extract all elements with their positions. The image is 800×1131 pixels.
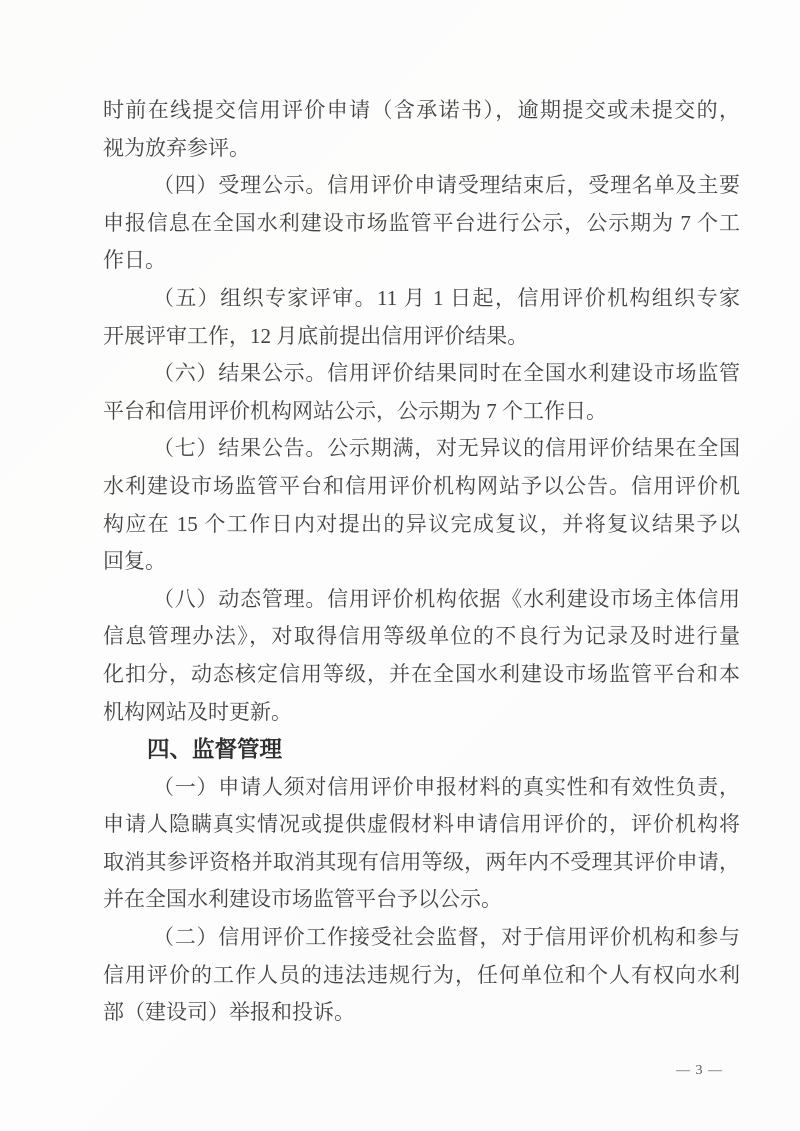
text-line: 信用评价的工作人员的违法违规行为，任何单位和个人有权向水利 xyxy=(103,962,740,987)
text-line: 时前在线提交信用评价申请（含承诺书），逾期提交或未提交的， xyxy=(103,98,740,122)
text-line: 开展评审工作，12 月底前提出信用评价结果。 xyxy=(103,323,529,348)
text-block xyxy=(103,92,740,1032)
text-line: 并在全国水利建设市场监管平台予以公示。 xyxy=(103,887,502,912)
text-line: 作日。 xyxy=(103,248,166,273)
text-line: 部（建设司）举报和投诉。 xyxy=(103,1000,355,1025)
text-line: （八）动态管理。信用评价机构依据《水利建设市场主体信用 xyxy=(153,586,740,611)
text-line: （四）受理公示。信用评价申请受理结束后，受理名单及主要 xyxy=(153,173,740,198)
text-line: 构应在 15 个工作日内对提出的异议完成复议，并将复议结果予以 xyxy=(103,511,740,536)
text-line: 视为放弃参评。 xyxy=(103,135,250,160)
text-line: 化扣分，动态核定信用等级，并在全国水利建设市场监管平台和本 xyxy=(103,661,740,686)
text-line: 申报信息在全国水利建设市场监管平台进行公示，公示期为 7 个工 xyxy=(103,210,740,235)
text-line: 回复。 xyxy=(103,549,166,574)
text-line: 信息管理办法》，对取得信用等级单位的不良行为记录及时进行量 xyxy=(103,624,740,649)
text-line: （六）结果公示。信用评价结果同时在全国水利建设市场监管 xyxy=(153,361,740,386)
text-line: 机构网站及时更新。 xyxy=(103,699,292,724)
text-line: （二）信用评价工作接受社会监督，对于信用评价机构和参与 xyxy=(153,925,740,950)
text-line: （七）结果公告。公示期满，对无异议的信用评价结果在全国 xyxy=(153,436,740,461)
text-line: 取消其参评资格并取消其现有信用等级，两年内不受理其评价申请， xyxy=(103,849,740,874)
section-heading: 四、监督管理 xyxy=(147,737,283,763)
page-number: — 3 — xyxy=(676,1063,723,1078)
text-line: 平台和信用评价机构网站公示，公示期为 7 个工作日。 xyxy=(103,398,607,423)
text-line: 水利建设市场监管平台和信用评价机构网站予以公告。信用评价机 xyxy=(103,473,740,498)
text-line: 申请人隐瞒真实情况或提供虚假材料申请信用评价的，评价机构将 xyxy=(103,812,740,837)
text-line: （一）申请人须对信用评价申报材料的真实性和有效性负责， xyxy=(153,774,740,799)
text-line: （五）组织专家评审。11 月 1 日起，信用评价机构组织专家 xyxy=(153,285,740,310)
